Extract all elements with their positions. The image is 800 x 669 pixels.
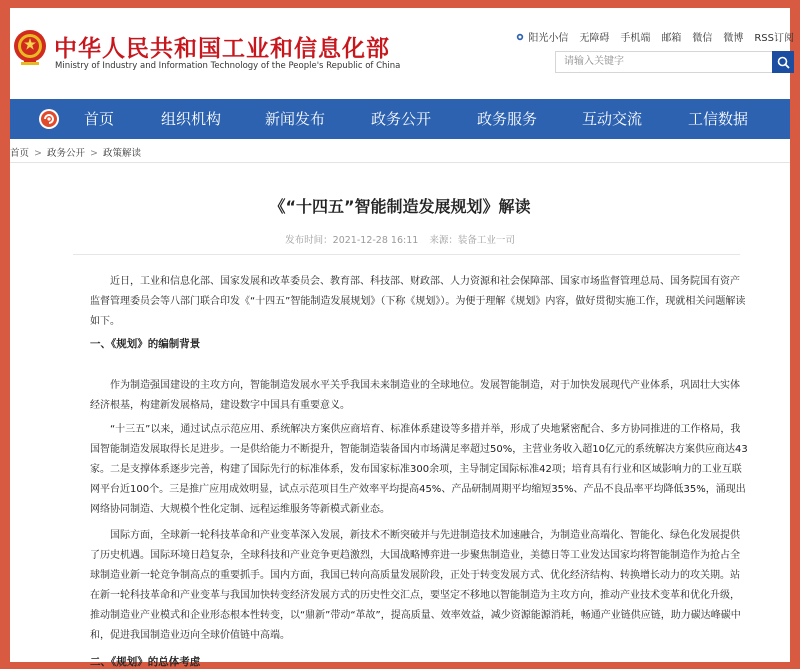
site-header xyxy=(10,8,794,94)
sunshine-icon xyxy=(515,32,525,42)
breadcrumb xyxy=(10,145,141,159)
breadcrumb-policy[interactable]: 政策解读 xyxy=(103,148,142,159)
article-title: 《“十四五”智能制造发展规划》解读 xyxy=(269,197,531,216)
nav-data[interactable]: 工信数据 xyxy=(688,110,749,128)
article-meta xyxy=(10,232,790,246)
nav-news[interactable]: 新闻发布 xyxy=(265,110,326,128)
search-input[interactable]: 请输入关键字 xyxy=(555,51,773,73)
meta-divider xyxy=(73,254,740,255)
publish-time: 发布时间：2021-12-28 16:11 xyxy=(285,235,419,246)
top-link-mail[interactable]: 邮箱 xyxy=(661,33,682,44)
nav-organization[interactable]: 组织机构 xyxy=(161,110,222,128)
breadcrumb-separator: > xyxy=(87,148,102,159)
nav-home[interactable]: 首页 xyxy=(84,110,115,128)
top-link-wechat[interactable]: 微信 xyxy=(692,33,713,44)
search-icon xyxy=(777,56,790,69)
search-button[interactable] xyxy=(772,51,794,73)
breadcrumb-separator: > xyxy=(31,148,46,159)
top-link-mobile[interactable]: 手机端 xyxy=(620,33,651,44)
article-paragraph: 作为制造强国建设的主攻方向，智能制造发展水平关乎我国未来制造业的全球地位。发展智能制造，对于加快发展现代产业体系，巩固壮大实体经济根基，构建新发展格局，建设数字中国具有重要意义。 xyxy=(90,380,740,411)
top-link-label: 阳光小信 xyxy=(528,33,569,44)
main-nav xyxy=(10,99,790,139)
article-paragraph: 国际方面，全球新一轮科技革命和产业变革深入发展，新技术不断突破并与先进制造技术加速融合，为制造业高端化、智能化、绿色化发展提供了历史机遇。国际环境日趋复杂，全球科技和产业竞争更趋激烈，大国战略博弈进一步聚焦制造业，美德日等工业发达国家均将智能制造作为抢占全球制造业新一轮竞争制高点的重要抓手。国内方面，我国已转向高质量发展阶段，正处于转变发展方式、优化经济结构、转换增长动力的攻关期。站在新一轮科技革命和产业变革与我国加快转变经济发展方式的历史性交汇点，要坚定不移地以智能制造为主攻方向，推动产业技术变革和优化升级，推动制造业产业模式和企业形态根本性转变，以“鼎新”带动“革故”，提高质量、效率效益，减少资源能源消耗，畅通产业链供应链，助力碳达峰碳中和，促进我国制造业迈向全球价值链中高端。 xyxy=(90,530,741,641)
top-link-weibo[interactable]: 微博 xyxy=(723,33,744,44)
national-emblem-icon[interactable] xyxy=(12,28,48,66)
top-link-rss[interactable]: RSS订阅 xyxy=(754,33,794,44)
site-subtitle: Ministry of Industry and Information Technology of the People's Republic of China xyxy=(55,61,401,71)
breadcrumb-gov-affairs[interactable]: 政务公开 xyxy=(47,148,86,159)
section-heading-overall: 二、《规划》的总体考虑 xyxy=(90,656,201,668)
breadcrumb-divider xyxy=(10,162,790,163)
section-heading-background: 一、《规划》的编制背景 xyxy=(90,338,201,350)
nav-gov-services[interactable]: 政务服务 xyxy=(477,110,538,128)
miit-logo-icon[interactable] xyxy=(38,108,60,130)
nav-interaction[interactable]: 互动交流 xyxy=(582,110,643,128)
breadcrumb-home[interactable]: 首页 xyxy=(10,148,30,159)
nav-gov-affairs[interactable]: 政务公开 xyxy=(371,110,432,128)
top-link-sunshine[interactable] xyxy=(515,29,568,44)
article-intro: 近日，工业和信息化部、国家发展和改革委员会、教育部、科技部、财政部、人力资源和社会保障部、国家市场监督管理总局、国务院国有资产监督管理委员会等八部门联合印发《“十四五”智能制造发展规划》（下称《规划》）。为便于理解《规划》内容，做好贯彻实施工作，现就相关问题解读如下。 xyxy=(90,276,746,327)
top-link-accessibility[interactable]: 无障碍 xyxy=(579,33,610,44)
browser-page xyxy=(10,8,794,668)
article-paragraph: “十三五”以来，通过试点示范应用、系统解决方案供应商培育、标准体系建设等多措并举，形成了央地紧密配合、多方协同推进的工作格局，我国智能制造发展取得长足进步。一是供给能力不断提升，智能制造装备国内市场满足率超过50%，主营业务收入超10亿元的系统解决方案供应商达43家。二是支撑体系逐步完善，构建了国际先行的标准体系，发布国家标准300余项，主导制定国际标准42项；培育具有行业和区域影响力的工业互联网平台近100个。三是推广应用成效明显，试点示范项目生产效率平均提高45%、产品研制周期平均缩短35%、产品不良品率平均降低35%，涌现出网络协同制造、大规模个性化定制、远程运维服务等新模式新业态。 xyxy=(90,424,748,515)
article-source: 来源：装备工业一司 xyxy=(429,235,515,246)
site-title[interactable]: 中华人民共和国工业和信息化部 xyxy=(54,36,390,62)
top-links xyxy=(515,29,794,44)
